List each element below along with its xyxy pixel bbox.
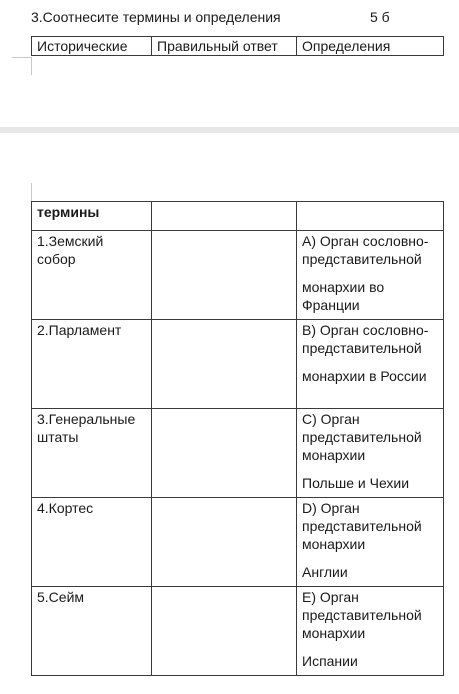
definition-text: представительной <box>302 340 422 356</box>
paragraph-gap <box>302 268 438 278</box>
empty-cell <box>297 202 444 231</box>
definition-text: представительной <box>302 607 422 623</box>
table-row <box>32 498 444 587</box>
term-text: собор <box>37 251 76 267</box>
page-2 <box>0 133 459 694</box>
page-1 <box>0 0 459 127</box>
header-cell-terms-continued: термины <box>32 202 152 231</box>
definition-text: представительной <box>302 251 422 267</box>
paragraph-gap <box>302 464 438 474</box>
header-cell-answer: Правильный ответ <box>152 37 297 56</box>
term-text: 5.Сейм <box>37 589 85 605</box>
header-table <box>31 36 444 56</box>
definition-text: монархии в России <box>302 368 427 384</box>
answer-cell[interactable] <box>152 409 297 498</box>
margin-mark <box>31 57 32 75</box>
term-cell <box>32 409 152 498</box>
term-text: штаты <box>37 429 79 445</box>
definition-text: А) Орган сословно- <box>302 233 429 249</box>
answer-cell[interactable] <box>152 231 297 320</box>
term-text: 3.Генеральные <box>37 411 136 427</box>
definition-text: С) Орган <box>302 411 360 427</box>
paragraph-gap <box>302 357 438 367</box>
definition-text: монархии <box>302 625 366 641</box>
term-text: 4.Кортес <box>37 500 94 516</box>
definition-cell <box>297 409 444 498</box>
definition-text: Англии <box>302 564 348 580</box>
answer-cell[interactable] <box>152 320 297 409</box>
header-continued-row <box>32 202 444 231</box>
definition-text: Испании <box>302 653 358 669</box>
definition-text: монархии <box>302 536 366 552</box>
answer-cell[interactable] <box>152 587 297 676</box>
definition-text: монархии <box>302 447 366 463</box>
margin-mark <box>31 183 32 201</box>
term-text: 2.Парламент <box>37 322 122 338</box>
margin-mark <box>12 57 31 58</box>
definition-text: представительной <box>302 429 422 445</box>
header-cell-terms: Исторические <box>32 37 152 56</box>
definition-cell <box>297 498 444 587</box>
definition-text: представительной <box>302 518 422 534</box>
term-cell <box>32 320 152 409</box>
header-cell-definitions: Определения <box>297 37 444 56</box>
definition-text: D) Орган <box>302 500 360 516</box>
definition-text: В) Орган сословно- <box>302 322 429 338</box>
table-row <box>32 409 444 498</box>
definition-text: монархии во <box>302 279 385 295</box>
definition-text: Франции <box>302 297 360 313</box>
table-row <box>32 587 444 676</box>
definition-cell <box>297 231 444 320</box>
term-cell <box>32 587 152 676</box>
empty-cell <box>152 202 297 231</box>
task-score: 5 б <box>370 9 390 25</box>
table-row <box>32 320 444 409</box>
term-cell <box>32 231 152 320</box>
term-text: 1.Земский <box>37 233 104 249</box>
task-heading: 3.Соотнесите термины и определения <box>31 9 281 25</box>
answer-cell[interactable] <box>152 498 297 587</box>
matching-table <box>31 201 444 676</box>
paragraph-gap <box>302 553 438 563</box>
table-row <box>32 231 444 320</box>
paragraph-gap <box>302 642 438 652</box>
definition-text: Е) Орган <box>302 589 359 605</box>
definition-cell <box>297 587 444 676</box>
term-cell <box>32 498 152 587</box>
header-row <box>32 37 444 56</box>
definition-cell <box>297 320 444 409</box>
definition-text: Польше и Чехии <box>302 475 410 491</box>
